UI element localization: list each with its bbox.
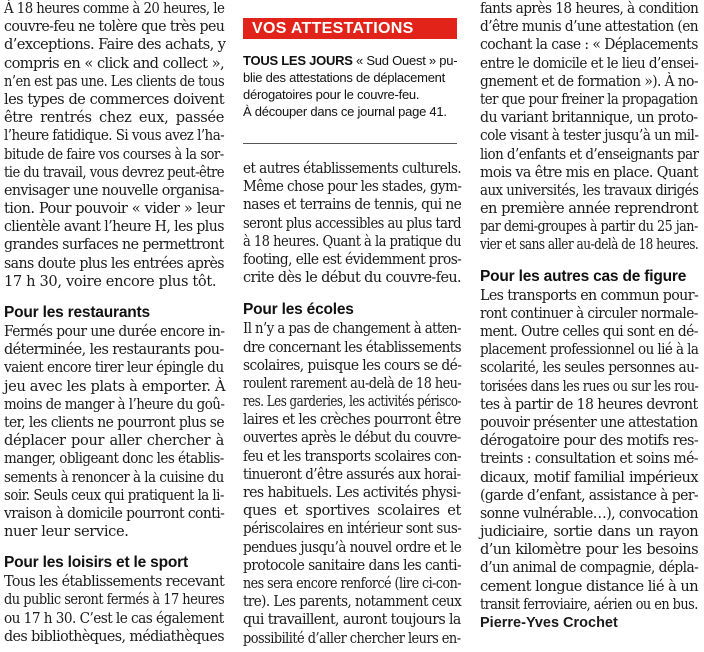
text-line: l’heure fatidique. Si vous avez l’ha- — [4, 127, 225, 145]
text-line: dérogatoire pour des motifs res- — [480, 432, 699, 450]
text-line: scolaires, puisque les cours se dé- — [243, 356, 462, 374]
text-line: moins de manger à l’heure du goû- — [4, 395, 225, 413]
text-line: transit ferroviaire, aérien ou en bus. — [480, 595, 698, 613]
text-line: vaient encore tirer leur épingle du — [4, 359, 224, 377]
text-line: entre le domicile et le lieu d’ensei- — [480, 54, 699, 72]
text-line: cole visant à tester jusqu’à un mil- — [480, 127, 699, 145]
text-line: compris en « click and collect », — [4, 54, 224, 72]
text-line: clientèle avant l’heure H, les plus — [4, 218, 224, 236]
text-line: possibilité d’aller chercher leurs en- — [243, 629, 461, 647]
enfants-paragraph — [480, 0, 698, 255]
text-line: placement professionnel ou lié à la — [480, 341, 699, 359]
text-line: qui travaillent, auront toujours la — [243, 611, 461, 629]
text-line: treints : consultation et soins mé- — [480, 450, 698, 468]
text-line: ter, les clients ne pourront plus se — [4, 413, 225, 431]
text-line: sonne vulnérable…), convocation — [480, 504, 698, 522]
text-line: bitude de faire vos courses à la sor- — [4, 145, 224, 163]
culture-paragraph — [243, 160, 461, 287]
autres-paragraph — [480, 287, 698, 614]
text-line: ou 17 h 30. C’est le cas également — [4, 609, 224, 627]
text-line: tre). Les parents, notamment ceux — [243, 593, 462, 611]
text-line: du variant britannique, un proto- — [480, 109, 698, 127]
text-line: Tous les établissements recevant — [4, 573, 225, 591]
attestations-box-text — [243, 52, 457, 120]
text-line: ront continuer à circuler normale- — [480, 304, 698, 322]
text-line: d’un animal de compagnie, dépla- — [480, 559, 699, 577]
heading-ecoles: Pour les écoles — [243, 301, 354, 319]
text-line: les types de commerces doivent — [4, 90, 224, 108]
text-line: Les transports en commun pour- — [480, 286, 699, 304]
article-column-3 — [480, 0, 698, 632]
text-line: fants après 18 heures, à condition — [480, 0, 699, 17]
text-line: n’en est pas une. Les clients de tous — [4, 72, 225, 90]
text-line: Fermés pour une durée encore in- — [4, 323, 225, 340]
text-line: feu et les transports scolaires con- — [243, 447, 462, 465]
text-line: manger, obligeant donc les établis- — [4, 450, 224, 468]
text-line: couvre-feu ne tolère que très peu — [4, 18, 225, 36]
text-line: ter que pour freiner la propagation — [480, 90, 698, 108]
text-line: ment. Outre celles qui sont en dé- — [480, 323, 698, 340]
box-line — [243, 52, 457, 69]
article-column-1 — [4, 0, 224, 646]
text-line: lion d’enfants et d’enseignants par — [480, 145, 699, 163]
text-line: ques et sportives scolaires et — [243, 502, 461, 520]
text-line: déterminée, les restaurants pou- — [4, 341, 224, 359]
text-line: crite dès le début du couvre-feu. — [243, 269, 462, 287]
text-line: laires et les crèches pourront être — [243, 411, 461, 429]
text-line: grandes surfaces ne permettront — [4, 236, 224, 254]
text-line: par demi-groupes à partir du 25 jan- — [480, 218, 698, 236]
text-line: À 18 heures comme à 20 heures, le — [4, 0, 225, 17]
text-line: pendues jusqu’à nouvel ordre et le — [243, 538, 462, 556]
text-line: aux universités, les travaux dirigés — [480, 181, 699, 199]
loisirs-paragraph — [4, 573, 224, 646]
text-line: seront plus accessibles au plus tard — [243, 214, 461, 232]
box-divider — [243, 143, 457, 144]
text-line: cochant la case : « Déplacements — [480, 36, 698, 54]
text-line: déplacer pour aller chercher à — [4, 432, 224, 450]
text-line: et autres établissements culturels. — [243, 160, 462, 177]
text-line: tie du travail, vous devrez peut-être — [4, 163, 225, 181]
text-line: Même chose pour les stades, gym- — [243, 178, 462, 196]
intro-paragraph — [4, 0, 224, 291]
text-line: footing, elle est évidemment pros- — [243, 250, 462, 268]
text-line: nuer leur service. — [4, 523, 129, 541]
text-line: d’être munis d’une attestation (en — [480, 18, 699, 36]
text-line: protocole sanitaire dans les canti- — [243, 556, 462, 574]
ecoles-paragraph — [243, 320, 461, 647]
text-line: nes sera encore renforcé (lire ci-con- — [243, 574, 462, 592]
article-column-2 — [243, 160, 461, 648]
text-line: des bibliothèques, médiathèques — [4, 627, 224, 645]
text-line: judiciaire, sortie dans un rayon — [480, 523, 698, 541]
text-line: dicaux, motif familial impérieux — [480, 468, 698, 486]
text-line: d’exceptions. Faire des achats, y — [4, 36, 226, 54]
text-line: res. Les garderies, les activités périsco- — [243, 393, 462, 411]
text-line: vraison à domicile pourront conti- — [4, 504, 225, 522]
text-line: torisées dans les rues ou sur les rou- — [480, 377, 699, 395]
text-line: d’un kilomètre pour les besoins — [480, 541, 698, 559]
text-line: jeu avec les plats à emporter. À — [4, 377, 226, 395]
text-line: nases et terrains de tennis, qui ne — [243, 196, 462, 214]
text-line: (garde d’enfant, assistance à per- — [480, 486, 699, 504]
text-line: mois va être mis en place. Quant — [480, 163, 698, 181]
box-lead-bold: TOUS LES JOURS — [243, 53, 353, 68]
box-line: dérogatoires pour le couvre-feu. — [243, 87, 420, 102]
text-line: scolarité, les seules personnes au- — [480, 359, 699, 377]
restaurants-paragraph — [4, 323, 224, 541]
box-line: blie des attestations de déplacement — [243, 70, 446, 85]
text-line: vier et sans aller au-delà de 18 heures. — [480, 236, 699, 254]
text-line: roulent rarement au-delà de 18 heu- — [243, 374, 462, 392]
heading-loisirs-sport: Pour les loisirs et le sport — [4, 554, 188, 572]
heading-restaurants: Pour les restaurants — [4, 304, 150, 321]
box-line: À découper dans ce journal page 41. — [243, 104, 447, 119]
text-line: envisager une nouvelle organisa- — [4, 181, 224, 199]
text-line: tinueront d’être assurés aux horai- — [243, 465, 461, 483]
text-line: sans doute plus les entrées après — [4, 254, 224, 272]
text-line: cement longue distance lié à un — [480, 577, 698, 595]
text-line: pouvoir présenter une attestation — [480, 413, 698, 431]
text-line: périscolaires en intérieur sont sus- — [243, 520, 462, 538]
text-line: dre concernant les établissements — [243, 338, 462, 356]
author-signature: Pierre-Yves Crochet — [480, 615, 618, 631]
text-line: soir. Seuls ceux qui pratiquent la li- — [4, 486, 224, 504]
box-lead-rest: « Sud Ouest » pu- — [352, 53, 458, 68]
heading-autres-cas: Pour les autres cas de figure — [480, 267, 687, 285]
text-line: 17 h 30, voire encore plus tôt. — [4, 272, 217, 290]
text-line: être rentrés chez eux, passée — [4, 109, 224, 127]
text-line: gnement et de formation »). À no- — [480, 72, 698, 90]
text-line: en première année reprendront — [480, 200, 698, 218]
text-line: Il n’y a pas de changement à atten- — [243, 320, 461, 338]
text-line: à 18 heures. Quant à la pratique du — [243, 232, 461, 250]
text-line: tes à partir de 18 heures devront — [480, 395, 698, 413]
text-line: res habituels. Les activités physi- — [243, 484, 461, 501]
attestations-box-title: VOS ATTESTATIONS — [243, 18, 457, 39]
text-line: du public seront fermés à 17 heures — [4, 591, 225, 609]
text-line: tion. Pour pouvoir « vider » leur — [4, 200, 224, 218]
text-line: sements à renoncer à la cuisine du — [4, 468, 224, 486]
text-line: ouvertes après le début du couvre- — [243, 429, 461, 447]
